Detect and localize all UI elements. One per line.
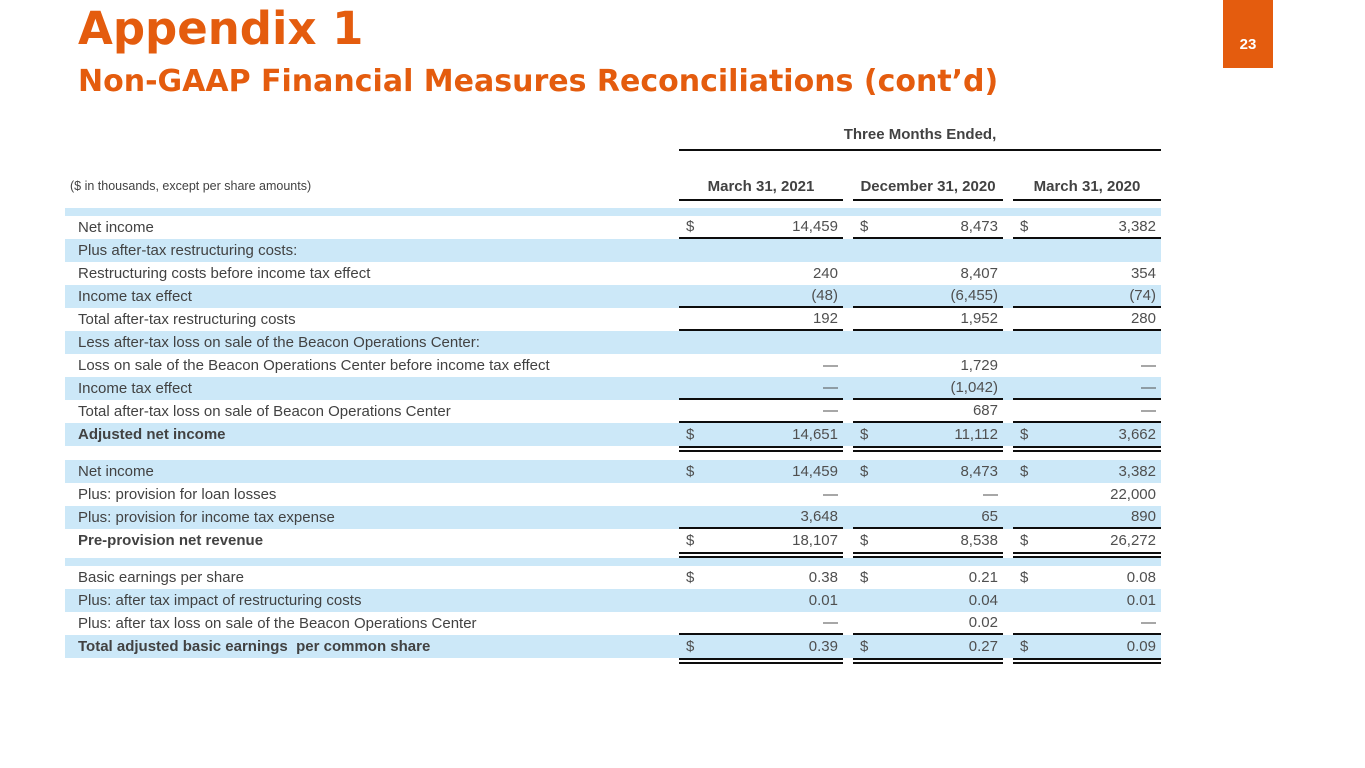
cell-value: — [1141,614,1156,631]
cell-value: 687 [972,402,998,419]
cell-value: 22,000 [1110,486,1156,503]
column-gap [843,658,853,664]
table-row [65,216,1161,239]
value-cell [1013,612,1161,635]
value-cell [679,377,843,400]
dollar-sign: $ [686,426,695,443]
value-cell [1013,635,1161,658]
row-label: Income tax effect [78,288,192,305]
table-row [65,506,1161,529]
value-cell [679,635,843,658]
cell-value: 0.39 [808,638,838,655]
value-cell [853,483,1003,506]
slide-subtitle: Non-GAAP Financial Measures Reconciliations (cont’d) [78,64,999,99]
table-row [65,239,1161,262]
value-cell [853,400,1003,423]
double-rule-segment [1013,446,1161,452]
dollar-sign: $ [1020,638,1029,655]
cell-value: 11,112 [954,426,998,443]
value-cell [679,566,843,589]
cell-value: — [823,486,838,503]
row-label: Plus: provision for loan losses [78,486,277,503]
dollar-sign: $ [860,426,869,443]
row-label: Net income [78,463,154,480]
value-cell [679,423,843,446]
value-cell [1013,589,1161,612]
value-cell [1013,506,1161,529]
cell-value: 1,952 [960,310,998,327]
value-cell [679,308,843,331]
dollar-sign: $ [686,532,695,549]
double-rule-segment [679,658,843,664]
table-row [65,612,1161,635]
value-cell [853,285,1003,308]
row-label: Total adjusted basic earnings per common share [78,638,431,655]
value-cell [1013,483,1161,506]
row-label: Less after-tax loss on sale of the Beacon Operations Center: [78,334,480,351]
value-cell [679,354,843,377]
row-label: Total after-tax loss on sale of Beacon Operations Center [78,403,451,420]
dollar-sign: $ [860,218,869,235]
row-label: Pre-provision net revenue [78,532,264,549]
cell-value: 0.01 [808,592,838,609]
dollar-sign: $ [860,569,869,586]
value-cell [853,506,1003,529]
value-cell [1013,262,1161,285]
cell-value: 0.27 [968,638,998,655]
table-row [65,589,1161,612]
dollar-sign: $ [1020,463,1029,480]
value-cell [1013,460,1161,483]
value-cell [853,589,1003,612]
column-gap [1003,658,1013,664]
value-cell [1013,285,1161,308]
table-row [65,635,1161,658]
column-gap [1003,178,1013,201]
cell-value: 8,473 [960,463,998,480]
dollar-sign: $ [686,463,695,480]
cell-value: 3,648 [800,508,838,525]
cell-value: 192 [812,310,838,327]
double-rule [679,552,1161,558]
row-label: Restructuring costs before income tax effect [78,265,371,282]
double-rule-segment [1013,552,1161,558]
dollar-sign: $ [1020,569,1029,586]
value-cell [679,285,843,308]
row-label: Income tax effect [78,380,192,397]
spacer-row [65,558,1161,566]
dollar-sign: $ [860,638,869,655]
column-header: December 31, 2020 [853,178,1003,201]
double-rule-segment [853,658,1003,664]
dollar-sign: $ [686,638,695,655]
cell-value: — [1141,379,1156,396]
value-cell [1013,400,1161,423]
double-rule-segment [853,446,1003,452]
table-row [65,529,1161,552]
row-label: Plus: after tax loss on sale of the Beacon Operations Center [78,615,477,632]
reconciliation-table [65,122,1161,664]
cell-value: 1,729 [960,357,998,374]
dollar-sign: $ [686,218,695,235]
column-headers [679,178,1161,201]
table-row [65,483,1161,506]
value-cell [853,262,1003,285]
value-cell [853,612,1003,635]
cell-value: (1,042) [950,379,998,396]
table-row [65,331,1161,354]
value-cell [679,262,843,285]
spacer-row [65,452,1161,460]
dollar-sign: $ [686,569,695,586]
cell-value: — [823,614,838,631]
row-label: Plus: after tax impact of restructuring costs [78,592,362,609]
cell-value: 3,382 [1118,218,1156,235]
cell-value: 14,651 [792,426,838,443]
row-label: Plus after-tax restructuring costs: [78,242,298,259]
column-gap [843,552,853,558]
table-row [65,566,1161,589]
double-rule-segment [679,552,843,558]
value-cell [1013,377,1161,400]
cell-value: 8,473 [960,218,998,235]
value-cell [853,566,1003,589]
value-cell [1013,216,1161,239]
table-row [65,354,1161,377]
double-rule-segment [853,552,1003,558]
cell-value: 0.38 [808,569,838,586]
value-cell [679,460,843,483]
cell-value: 354 [1130,265,1156,282]
value-cell [853,354,1003,377]
cell-value: 8,538 [960,532,998,549]
value-cell [679,506,843,529]
row-label: Basic earnings per share [78,569,244,586]
unit-note: ($ in thousands, except per share amounts) [70,179,312,193]
value-cell [853,216,1003,239]
row-label: Adjusted net income [78,426,226,443]
dollar-sign: $ [860,532,869,549]
column-gap [1003,552,1013,558]
cell-value: (6,455) [950,287,998,304]
cell-value: 14,459 [792,463,838,480]
cell-value: — [823,379,838,396]
value-cell [1013,529,1161,552]
value-cell [1013,308,1161,331]
value-cell [1013,566,1161,589]
table-row [65,423,1161,446]
dollar-sign: $ [1020,218,1029,235]
double-rule-segment [679,446,843,452]
column-gap [843,446,853,452]
cell-value: 240 [812,265,838,282]
table-row [65,400,1161,423]
page-number-badge [1223,0,1273,68]
spacer-row [65,208,1161,216]
column-gap [1003,446,1013,452]
row-label: Plus: provision for income tax expense [78,509,335,526]
cell-value: 0.21 [968,569,998,586]
value-cell [853,423,1003,446]
slide-title: Appendix 1 [78,2,364,55]
table-body [65,208,1161,664]
cell-value: 0.01 [1126,592,1156,609]
cell-value: 8,407 [960,265,998,282]
value-cell [853,377,1003,400]
table-row [65,285,1161,308]
column-header: March 31, 2021 [679,178,843,201]
table-row [65,377,1161,400]
period-header: Three Months Ended, [679,126,1161,151]
cell-value: 0.04 [968,592,998,609]
cell-value: 280 [1130,310,1156,327]
cell-value: 0.08 [1126,569,1156,586]
value-cell [1013,354,1161,377]
cell-value: 0.09 [1126,638,1156,655]
value-cell [1013,423,1161,446]
row-label: Total after-tax restructuring costs [78,311,296,328]
value-cell [679,589,843,612]
double-rule [679,658,1161,664]
value-cell [853,529,1003,552]
cell-value: (74) [1129,287,1156,304]
cell-value: (48) [811,287,838,304]
double-rule-segment [1013,658,1161,664]
value-cell [679,483,843,506]
dollar-sign: $ [860,463,869,480]
cell-value: 14,459 [792,218,838,235]
row-label: Net income [78,219,154,236]
dollar-sign: $ [1020,426,1029,443]
dollar-sign: $ [1020,532,1029,549]
cell-value: 890 [1130,508,1156,525]
cell-value: 26,272 [1110,532,1156,549]
page-number: 23 [1239,36,1257,53]
row-label: Loss on sale of the Beacon Operations Center before income tax effect [78,357,550,374]
cell-value: — [823,402,838,419]
value-cell [853,635,1003,658]
cell-value: 0.02 [968,614,998,631]
value-cell [679,400,843,423]
table-row [65,308,1161,331]
value-cell [679,529,843,552]
value-cell [679,216,843,239]
cell-value: 3,662 [1118,426,1156,443]
double-rule [679,446,1161,452]
cell-value: 3,382 [1118,463,1156,480]
column-gap [843,178,853,201]
cell-value: 65 [981,508,998,525]
cell-value: — [1141,357,1156,374]
cell-value: 18,107 [792,532,838,549]
table-row [65,262,1161,285]
cell-value: — [823,357,838,374]
column-header: March 31, 2020 [1013,178,1161,201]
table-row [65,460,1161,483]
cell-value: — [1141,402,1156,419]
value-cell [853,308,1003,331]
value-cell [679,612,843,635]
cell-value: — [983,486,998,503]
value-cell [853,460,1003,483]
